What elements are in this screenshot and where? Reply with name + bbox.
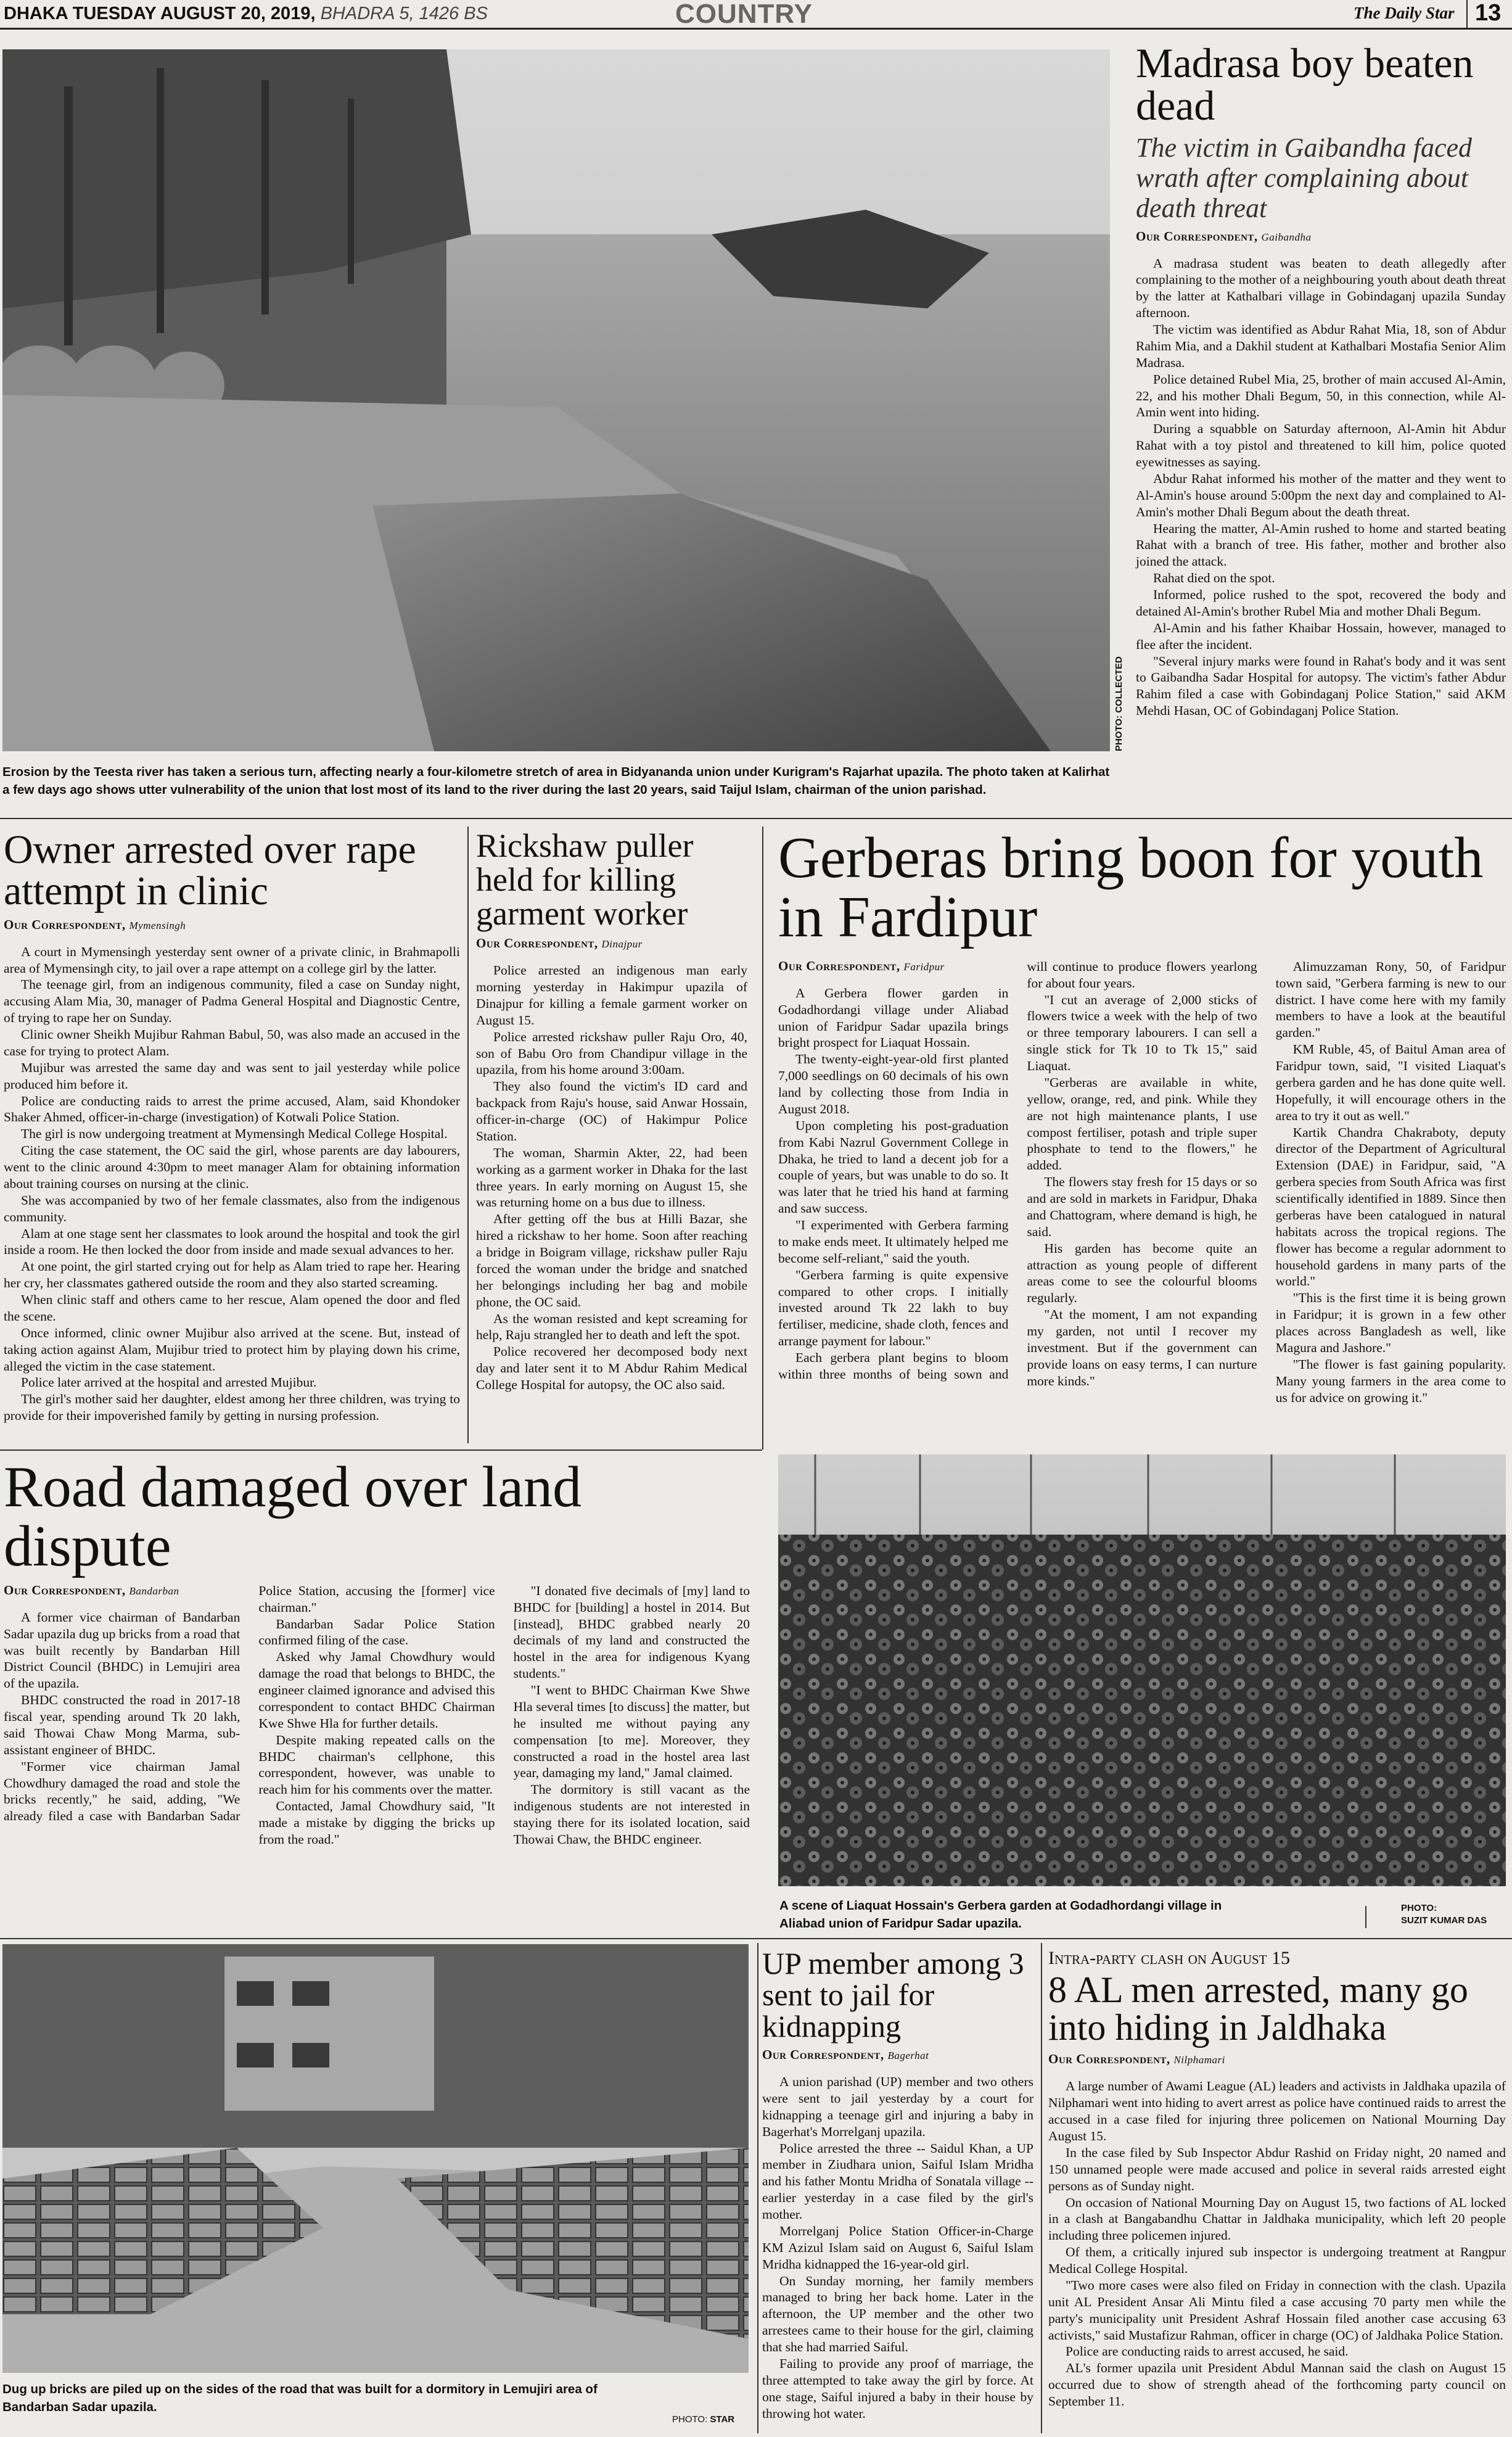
gerberas-headline: Gerberas bring boon for youth in Fardipur	[778, 826, 1484, 949]
byline-dateline: Mymensingh	[129, 919, 186, 931]
bricks-photo	[2, 1944, 749, 2373]
road-headline: Road damaged over land dispute	[4, 1455, 582, 1578]
al-men-body	[1048, 2078, 1506, 2410]
article-paragraph: KM Ruble, 45, of Baitul Aman area of Faridpur town, said, "I visited Liaquat's gerbera garden and he has done quite well. Hopefully, it will encourage others in the area to try it out as well."	[1275, 1042, 1506, 1123]
byline-author: Our Correspondent,	[1136, 228, 1258, 244]
madrasa-deck: The victim in Gaibandha faced wrath after complaining about death threat	[1136, 132, 1473, 224]
byline-author: Our Correspondent,	[778, 958, 900, 973]
article-paragraph: "I went to BHDC Chairman Kwe Shwe Hla several times [to discuss] the matter, but he insulted me without paying any compensation [to me]. Moreover, they constructed a road in the hostel area last year, damaging my land," Jamal claimed.	[513, 1683, 750, 1781]
article-paragraph: Despite making repeated calls on the BHDC chairman's cellphone, this correspondent, however, was unable to reach him for his comments over the matter.	[258, 1732, 495, 1797]
gerbera-photo-credit: PHOTO: SUZIT KUMAR DAS	[1401, 1903, 1487, 1926]
article-paragraph: At one point, the girl started crying out for help as Alam tried to rape her. Hearing her cry, her classmates gathered outside the room and they also started screaming.	[4, 1259, 460, 1291]
owner-body	[4, 944, 460, 1424]
owner-byline	[4, 917, 460, 933]
article-paragraph: The dormitory is still vacant as the indigenous students are not interested in staying there for its isolated location, said Thowai Chaw, the BHDC engineer.	[513, 1782, 750, 1847]
article-paragraph: Morrelganj Police Station Officer-in-Charge KM Azizul Islam said on August 6, Saiful Islam Mridha kidnapped the 16-year-old girl.	[762, 2223, 1033, 2272]
gerberas-body	[778, 959, 1506, 1406]
article-paragraph: Rahat died on the spot.	[1153, 571, 1275, 586]
erosion-photo-caption: Erosion by the Teesta river has taken a serious turn, affecting nearly a four-kilometre stretch of area in Bidyananda union under Kurigram's Rajarhat upazila. The photo taken at Kalirhat a few days ago shows utter vulnerability of the union that lost most of its land to the river during the last 20 years, said Taijul Islam, chairman of the union parishad.	[2, 765, 1110, 797]
al-men-byline	[1048, 2051, 1506, 2067]
article-paragraph: As the woman resisted and kept screaming for help, Raju strangled her to death and left the spot.	[476, 1311, 747, 1343]
up-member-headline: UP member among 3 sent to jail for kidnapping	[762, 1946, 1024, 2043]
article-paragraph: During a squabble on Saturday afternoon, Al-Amin hit Abdur Rahat with a toy pistol and threatened to kill him, police quoted eyewitnesses as saying.	[1136, 421, 1506, 470]
madrasa-article	[1136, 39, 1506, 719]
rickshaw-headline: Rickshaw puller held for killing garment worker	[476, 827, 694, 933]
masthead	[0, 0, 1512, 30]
byline-author: Our Correspondent,	[4, 1582, 126, 1598]
gerbera-photo-caption: A scene of Liaquat Hossain's Gerbera garden at Godadhordangi village in Aliabad union of Faridpur Sadar upazila.	[779, 1899, 1222, 1931]
article-paragraph: Police arrested the three -- Saidul Khan, a UP member in Ziudhara union, Saiful Islam Mridha and his father Montu Mridha of Sonatala village -- earlier yesterday in a case filed by the girl's mother.	[762, 2140, 1033, 2222]
gerbera-photo	[778, 1454, 1506, 1886]
bengali-date: BHADRA 5, 1426 BS	[320, 4, 488, 23]
article-paragraph: After getting off the bus at Hilli Bazar, she hired a rickshaw to her home. Soon after reaching a bridge in Boigram village, rickshaw puller Raju forced the woman under the bridge and snatched her belongings including her bag and mobile phone, the OC said.	[476, 1211, 747, 1309]
section-name: COUNTRY	[675, 0, 813, 29]
article-paragraph: "The flower is fast gaining popularity. Many young farmers in the area come to us for advice on growing it."	[1275, 1356, 1506, 1405]
article-paragraph: "At the moment, I am not expanding my garden, not until I recover my investment. But if the government can provide loans on easy terms, I can nurture more kinds."	[1027, 1307, 1257, 1388]
article-paragraph: Kartik Chandra Chakraboty, deputy director of the Department of Agricultural Extension (DAE) in Faridpur, said, "A gerbera species from South Africa was first scientifically identified in 1889. Since then gerberas have been catalogued in natural habitats across the tropical regions. The flower has become a regular adornment to household gardens in many parts of the world."	[1275, 1124, 1506, 1289]
owner-headline: Owner arrested over rape attempt in clinic	[4, 827, 416, 914]
article-paragraph: Once informed, clinic owner Mujibur also arrived at the scene. But, instead of taking action against Alam, Mujibur tried to protect him by playing down his crime, alleged the victim in the case statement.	[4, 1325, 460, 1374]
gerberas-byline	[778, 959, 1008, 974]
dateline: DHAKA TUESDAY AUGUST 20, 2019,	[4, 4, 316, 23]
article-paragraph: The twenty-eight-year-old first planted 7,000 seedlings on 60 decimals of his own land by collecting those from India in August 2018.	[778, 1052, 1009, 1116]
up-member-article	[762, 1948, 1033, 2422]
road-byline	[4, 1583, 240, 1598]
byline-dateline: Nilphamari	[1173, 2054, 1225, 2066]
byline-author: Our Correspondent,	[762, 2047, 884, 2062]
article-paragraph: Citing the case statement, the OC said the girl, whose parents are day labourers, went to the clinic around 4:30pm to meet manager Alam for obtaining information about training courses on nursing at the clinic.	[4, 1143, 460, 1191]
article-paragraph: "I experimented with Gerbera farming to make ends meet. It ultimately helped me become self-reliant," said the youth.	[778, 1218, 1009, 1266]
article-paragraph: "This is the first time it is being grown in Faridpur; it is grown in a few other places across Bangladesh as well, like Magura and Jashore."	[1275, 1290, 1506, 1355]
byline-dateline: Gaibandha	[1261, 231, 1312, 243]
article-paragraph: The flowers stay fresh for 15 days or so and are sold in markets in Faridpur, Dhaka and Chattogram, where demand is high, he said.	[1027, 1174, 1257, 1239]
article-paragraph: The woman, Sharmin Akter, 22, had been working as a garment worker in Dhaka for the last three years. In early morning on August 15, she was returning home on a bus due to illness.	[476, 1145, 747, 1210]
article-paragraph: A union parishad (UP) member and two others were sent to jail yesterday by a court for kidnapping a teenage girl and injuring a baby in Bagerhat's Morrelganj upazila.	[762, 2074, 1033, 2139]
bricks-photo-credit: PHOTO: STAR	[672, 2414, 735, 2425]
road-body	[4, 1583, 750, 1848]
article-paragraph: Abdur Rahat informed his mother of the matter and they went to Al-Amin's house around 5:00pm the next day and complained to Al-Amin's mother Dhali Begum about the death threat.	[1136, 471, 1506, 519]
byline-author: Our Correspondent,	[476, 936, 598, 951]
madrasa-byline	[1136, 229, 1506, 244]
gerberas-article	[778, 826, 1506, 1406]
article-paragraph: Alimuzzaman Rony, 50, of Faridpur town said, "Gerbera farming is new to our district. I have come here with my family members to have a look at the beautiful garden."	[1275, 959, 1506, 1041]
article-paragraph: She was accompanied by two of her female classmates, also from the indigenous community.	[4, 1192, 460, 1224]
up-member-body	[762, 2074, 1033, 2422]
article-paragraph: A madrasa student was beaten to death allegedly after complaining to the mother of a neighbouring youth about death threat by the latter at Kathalbari village in Gobindaganj upazila Sunday afternoon.	[1136, 255, 1506, 321]
article-paragraph: BHDC constructed the road in 2017-18 fiscal year, spending around Tk 20 lakh, said Thowai Chaw Mong Marma, sub-assistant engineer of BHDC.	[4, 1693, 240, 1757]
rickshaw-byline	[476, 936, 747, 951]
article-paragraph: Bandarban Sadar Police Station confirmed filing of the case.	[258, 1616, 495, 1648]
article-paragraph: Police arrested rickshaw puller Raju Oro, 40, son of Babu Oro from Chandipur village in the upazila, from his home around 3:00am.	[476, 1029, 747, 1078]
road-article	[4, 1455, 750, 1848]
article-paragraph: Alam at one stage sent her classmates to look around the hospital and took the girl inside a room. He then locked the door from inside and made sexual advances to her.	[4, 1226, 460, 1258]
article-paragraph: Asked why Jamal Chowdhury would damage the road that belongs to BHDC, the engineer claimed ignorance and advised this correspondent to contact BHDC Chairman Kwe Shwe Hla for further details.	[258, 1649, 495, 1731]
article-paragraph: The victim was identified as Abdur Rahat Mia, 18, son of Abdur Rahim Mia, and a Dakhil student at Kathalbari Mostafia Senior Alim Madrasa.	[1136, 322, 1506, 370]
rickshaw-body	[476, 962, 747, 1393]
article-paragraph: The girl's mother said her daughter, eldest among her three children, was trying to provide for their impoverished family by getting in nursing profession.	[4, 1392, 460, 1424]
article-paragraph: Police are conducting raids to arrest accused, he said.	[1066, 2344, 1349, 2359]
article-paragraph: Police are conducting raids to arrest the prime accused, Alam, said Khondoker Shaker Ahmed, officer-in-charge (investigation) of Kotwali Police Station.	[4, 1093, 460, 1125]
byline-author: Our Correspondent,	[1048, 2051, 1170, 2067]
al-men-article	[1048, 1948, 1506, 2410]
article-paragraph: A large number of Awami League (AL) leaders and activists in Jaldhaka upazila of Nilphamari went into hiding to avert arrest as police have continued raids to arrest the accused in a case filed for injuring three policemen on National Mourning Day August 15.	[1048, 2079, 1506, 2143]
article-paragraph: Police detained Rubel Mia, 25, brother of main accused Al-Amin, 22, and his mother Dhali Begum, 50, in this connection, while Al-Amin went into hiding.	[1136, 371, 1506, 420]
article-paragraph: "Former vice chairman Jamal Chowdhury damaged the road and stole the bricks recently," he said, adding, "We already filed a case with Bandarban Sadar Police Station, accusing the [former] vice chairman."	[4, 1583, 495, 1824]
article-paragraph: A former vice chairman of Bandarban Sadar upazila dug up bricks from a road that was built recently by Bandarban Hill District Council (BHDC) in Lemujiri area of the upazila.	[4, 1609, 240, 1691]
byline-author: Our Correspondent,	[4, 917, 126, 932]
article-paragraph: They also found the victim's ID card and backpack from Raju's house, said Anwar Hossain, officer-in-charge (OC) of Hakimpur Police Station.	[476, 1079, 747, 1144]
article-paragraph: Informed, police rushed to the spot, recovered the body and detained Al-Amin's brother Rubel Mia and mother Dhali Begum.	[1136, 587, 1506, 619]
article-paragraph: "Two more cases were also filed on Friday in connection with the clash. Upazila unit AL President Ansar Ali Mintu filed a case accusing 70 party men while the party's municipality unit President Ashraf Hossain filed another case accusing 63 activists," said Mustafizur Rahman, officer in charge (OC) of Jaldhaka Police Station.	[1048, 2277, 1506, 2343]
article-paragraph: Police later arrived at the hospital and arrested Mujibur.	[21, 1375, 317, 1390]
al-men-headline: 8 AL men arrested, many go into hiding in Jaldhaka	[1048, 1969, 1468, 2048]
article-paragraph: "I donated five decimals of [my] land to BHDC for [building] a hostel in 2014. But [instead], BHDC grabbed nearly 20 decimals of my land and constructed the hostel in the area for indigenous Kyang students."	[513, 1583, 750, 1681]
article-paragraph: "Gerbera farming is quite expensive compared to other crops. I initially invested around Tk 22 lakh to buy fertiliser, medicine, shade cloth, fences and arrange payment for labour."	[778, 1267, 1009, 1349]
article-paragraph: Mujibur was arrested the same day and was sent to jail yesterday while police produced him before it.	[4, 1060, 460, 1092]
al-men-kicker: Intra-party clash on August 15	[1048, 1948, 1290, 1968]
byline-dateline: Dinajpur	[601, 938, 643, 950]
article-paragraph: Police arrested an indigenous man early morning yesterday in Hakimpur upazila of Dinajpur for killing a female garment worker on August 15.	[476, 963, 747, 1028]
madrasa-body	[1136, 255, 1506, 720]
bricks-photo-caption: Dug up bricks are piled up on the sides of the road that was built for a dormitory in Lemujiri area of Bandarban Sadar upazila.	[2, 2382, 598, 2414]
erosion-photo-credit: PHOTO: COLLECTED	[1114, 656, 1124, 751]
article-paragraph: The girl is now undergoing treatment at Mymensingh Medical College Hospital.	[21, 1126, 448, 1142]
madrasa-headline: Madrasa boy beaten dead	[1136, 39, 1474, 130]
article-paragraph: Upon completing his post-graduation from Kabi Nazrul Government College in Dhaka, he tried to land a decent job for a couple of years, but was unable to do so. It was later that he tried his hand at farming and saw success.	[778, 1118, 1009, 1216]
erosion-photo	[2, 49, 1110, 751]
article-paragraph: A Gerbera flower garden in Godadhordangi village under Aliabad union of Faridpur Sadar upazila brings bright prospect for Liaquat Hossain.	[778, 985, 1009, 1050]
rickshaw-article	[476, 829, 747, 1393]
article-paragraph: Al-Amin and his father Khaibar Hossain, however, managed to flee after the incident.	[1136, 620, 1506, 652]
article-paragraph: The teenage girl, from an indigenous community, filed a case on Sunday night, accusing Alam Mia, 30, manager of Padma General Hospital and Diagnostic Centre, of trying to rape her on Sunday.	[4, 977, 460, 1026]
article-paragraph: Contacted, Jamal Chowdhury said, "It made a mistake by digging the bricks up from the road."	[258, 1799, 495, 1847]
article-paragraph: Of them, a critically injured sub inspector is undergoing treatment at Rangpur Medical College Hospital.	[1048, 2245, 1506, 2276]
article-paragraph: Hearing the matter, Al-Amin rushed to home and started beating Rahat with a branch of tree. His father, mother and brother also joined the attack.	[1136, 521, 1506, 569]
byline-dateline: Faridpur	[903, 960, 945, 973]
article-paragraph: "Gerberas are available in white, yellow, orange, red, and pink. While they are not high maintenance plants, I use compost fertiliser, potash and triple super phosphate to tend to the flowers," he added.	[1027, 1074, 1257, 1173]
up-member-byline	[762, 2047, 1033, 2063]
article-paragraph: On occasion of National Mourning Day on August 15, two factions of AL locked in a clash at Bangabandhu Chattar in Jaldhaka municipality, which left 20 people including three policemen injured.	[1048, 2195, 1506, 2243]
article-paragraph: Clinic owner Sheikh Mujibur Rahman Babul, 50, was also made an accused in the case for trying to protect Alam.	[4, 1027, 460, 1058]
article-paragraph: When clinic staff and others came to her rescue, Alam opened the door and fled the scene.	[4, 1292, 460, 1324]
article-paragraph: Failing to provide any proof of marriage, the three attempted to take away the girl by force. At one stage, Saiful injured a baby in their house by throwing hot water.	[762, 2356, 1033, 2421]
article-paragraph: "Several injury marks were found in Rahat's body and it was sent to Gaibandha Sadar Hospital for autopsy. The victim's father Abdur Rahim filed a case with Gobindaganj Police Station," said AKM Mehdi Hasan, OC of Gobindaganj Police Station.	[1136, 653, 1506, 719]
article-paragraph: Each gerbera plant begins to bloom within three months of being sown and will continue to produce flowers yearlong for about four years.	[778, 959, 1257, 1382]
byline-dateline: Bandarban	[129, 1585, 179, 1597]
article-paragraph: On Sunday morning, her family members managed to bring her back home. Later in the afternoon, the UP member and the other two arrestees came to their house for the girl, claiming that she had married Saiful.	[762, 2273, 1033, 2354]
article-paragraph: AL's former upazila unit President Abdul Mannan said the clash on August 15 occurred due to show of strength ahead of the forthcoming party council on September 11.	[1048, 2361, 1506, 2409]
article-paragraph: His garden has become quite an attraction as young people of different areas come to see the colourful blooms regularly.	[1027, 1240, 1257, 1306]
byline-dateline: Bagerhat	[887, 2050, 929, 2061]
page-number: 13	[1475, 0, 1502, 26]
article-paragraph: "I cut an average of 2,000 sticks of flowers twice a week with the help of two or three temporary labourers. I can sell a single stick for Tk 10 to Tk 15," said Liaquat.	[1027, 992, 1257, 1073]
article-paragraph: In the case filed by Sub Inspector Abdur Rashid on Friday night, 20 named and 150 unnamed people were made accused and police in several raids arrested eight persons as of Sunday night.	[1048, 2145, 1506, 2193]
masthead-date	[4, 4, 488, 24]
article-paragraph: A court in Mymensingh yesterday sent owner of a private clinic, in Brahmapolli area of Mymensingh city, to jail over a rape attempt on a college girl by the latter.	[4, 944, 460, 976]
owner-article	[4, 829, 460, 1424]
article-paragraph: Police recovered her decomposed body next day and later sent it to M Abdur Rahim Medical College Hospital for autopsy, the OC also said.	[476, 1344, 747, 1393]
paper-name: The Daily Star	[1354, 4, 1455, 22]
